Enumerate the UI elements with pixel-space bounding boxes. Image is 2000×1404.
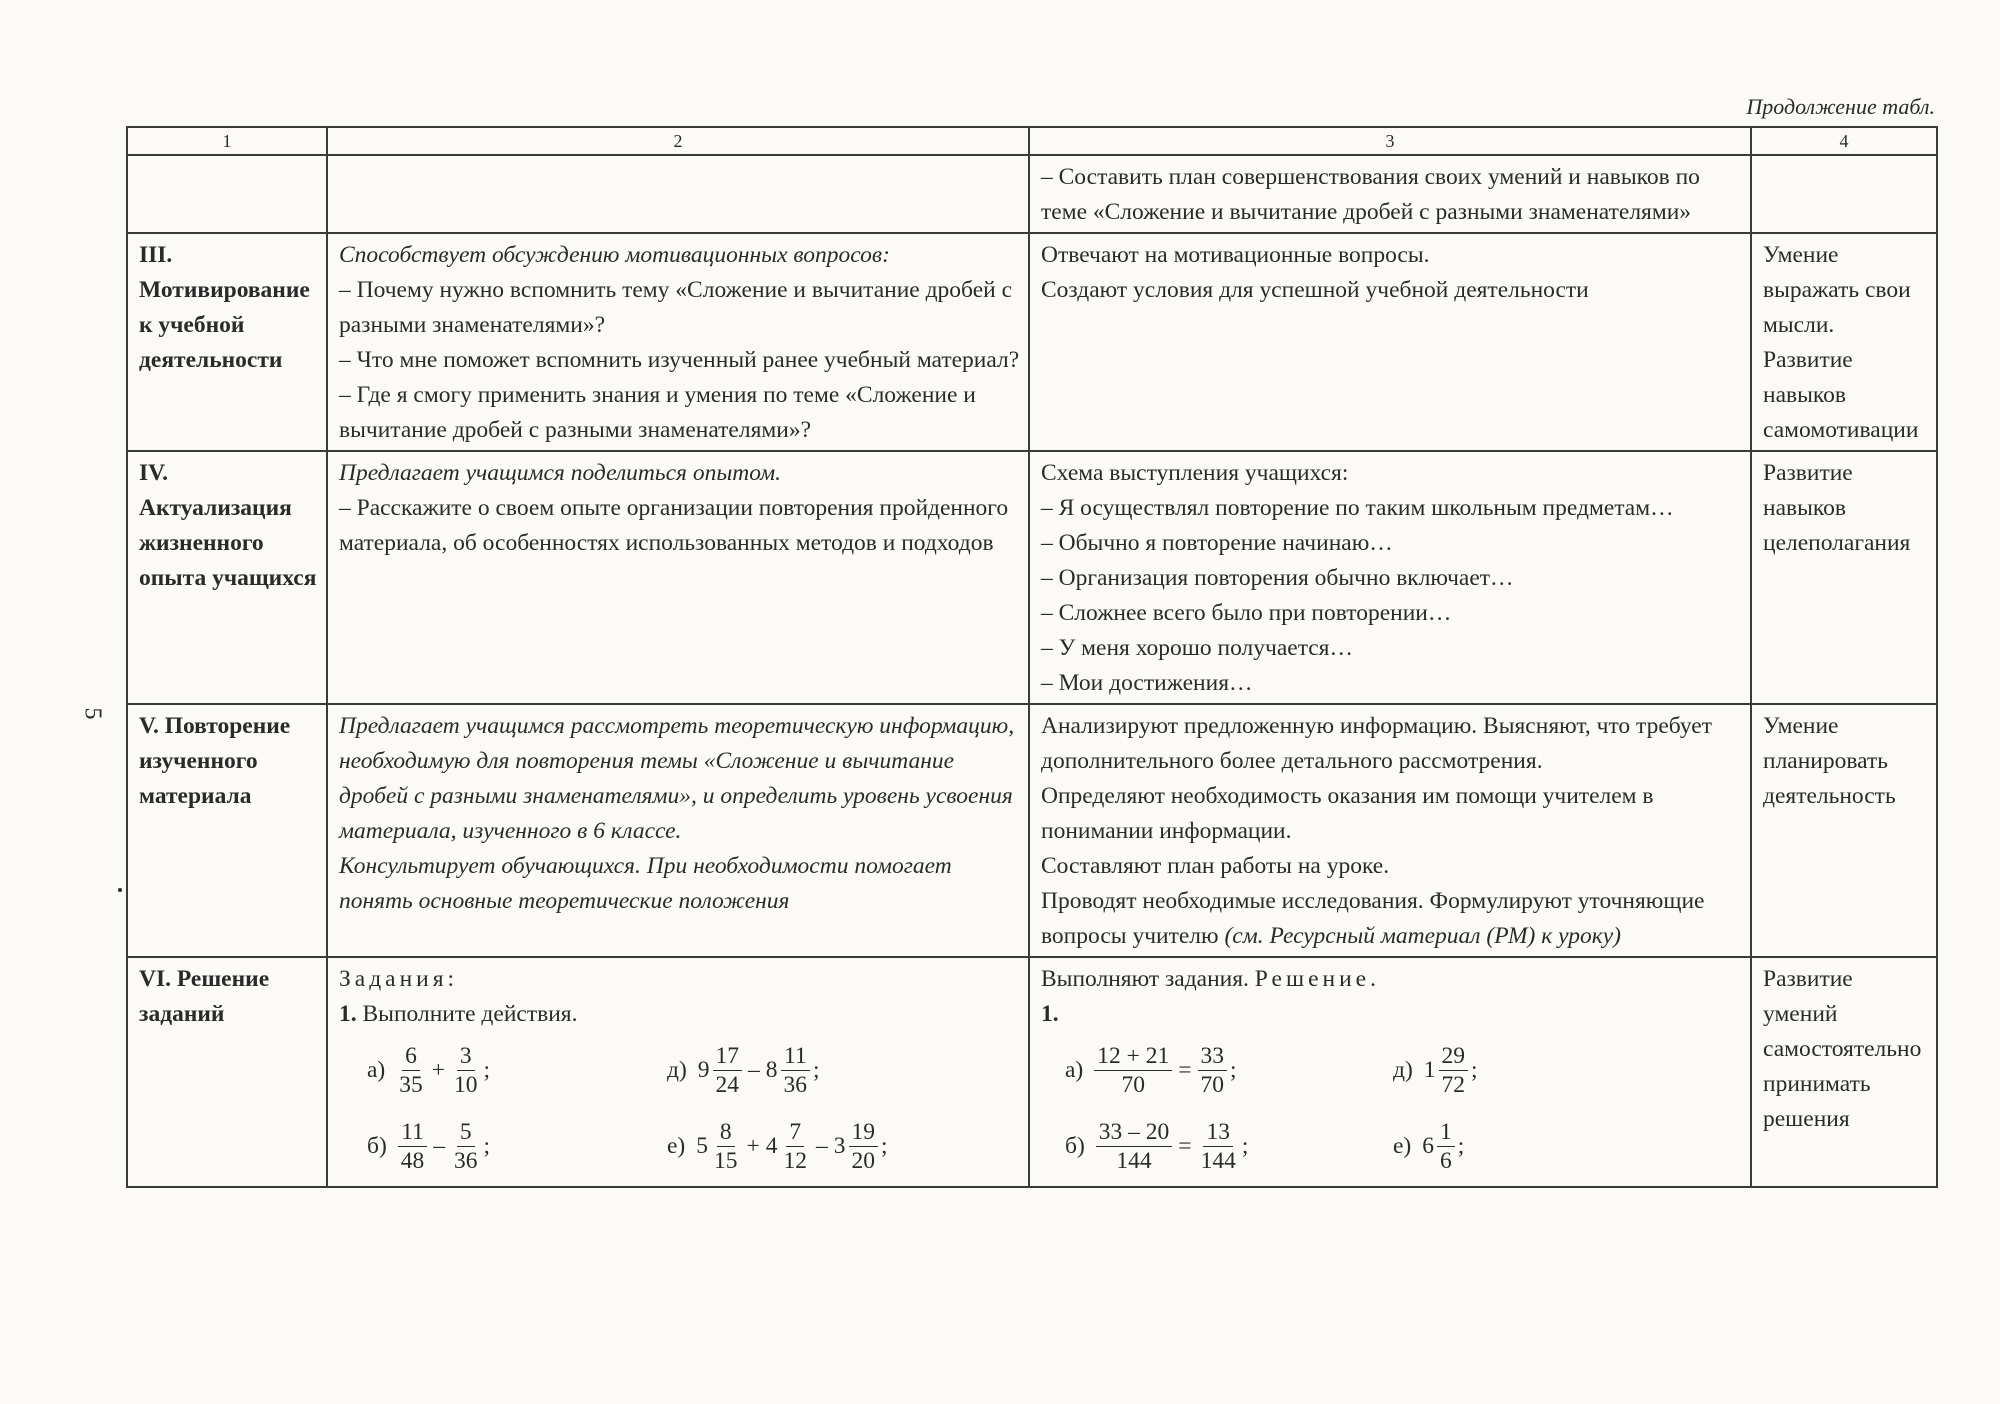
stage-cell: IV. Актуализация жизненного опыта учащихся: [127, 451, 327, 704]
operator: –: [748, 1056, 760, 1083]
table-row-review: [127, 704, 1937, 957]
item-label: б): [367, 1132, 387, 1159]
fraction: [1094, 1042, 1172, 1099]
result-cell: Развитие умений самостоятельно принимать решения: [1751, 957, 1937, 1187]
solution-a: [1065, 1042, 1373, 1099]
student-line: – У меня хорошо получается…: [1041, 635, 1353, 661]
expression-b: [367, 1118, 667, 1175]
tasks-label: Задания:: [339, 966, 459, 992]
math-row: [1041, 1108, 1742, 1184]
solution-b: [1065, 1118, 1373, 1175]
denominator: 36: [783, 1071, 808, 1098]
solve-heading: [1041, 962, 1742, 997]
fraction: [1437, 1118, 1455, 1175]
table-continuation-caption: Продолжение табл.: [1746, 94, 1935, 119]
numerator: 6: [402, 1042, 420, 1071]
table-row-tasks: [127, 957, 1937, 1187]
whole-part: 5: [696, 1132, 709, 1159]
terminator: ;: [881, 1132, 888, 1159]
denominator: 36: [454, 1147, 478, 1174]
stage-cell: [127, 155, 327, 233]
item-label: д): [667, 1056, 687, 1083]
numerator: 19: [849, 1118, 879, 1147]
student-cell: [1029, 451, 1751, 704]
whole-part: 1: [1423, 1056, 1436, 1083]
teacher-question: – Где я смогу применить знания и умения по теме «Сложение и вычитание дробей с разными знаменателями»?: [339, 382, 976, 443]
numerator: 5: [457, 1118, 475, 1147]
denominator: 144: [1116, 1147, 1152, 1174]
whole-part: 8: [765, 1056, 778, 1083]
teacher-text: Консультирует обучающихся. При необходимости помогает понять основные теоретические положения: [339, 853, 952, 914]
numerator: 17: [713, 1042, 743, 1071]
teacher-cell: [327, 233, 1029, 451]
page-number: 5: [79, 707, 106, 720]
teacher-intro: Предлагает учащимся поделиться опытом.: [339, 460, 781, 486]
solution-e: [1393, 1118, 1464, 1175]
header-col-3: 3: [1029, 127, 1751, 155]
student-line: Схема выступления учащихся:: [1041, 460, 1349, 486]
terminator: ;: [483, 1056, 491, 1083]
denominator: 12: [783, 1147, 808, 1174]
denominator: 35: [399, 1071, 423, 1098]
operator: =: [1178, 1132, 1192, 1159]
student-line: – Организация повторения обычно включает…: [1041, 565, 1514, 591]
student-text: Анализируют предложенную информацию. Выясняют, что требует дополнительного более детального рассмотрения.: [1041, 713, 1712, 774]
solution-d: [1393, 1042, 1478, 1099]
student-cell: [1029, 957, 1751, 1187]
student-cell: [1029, 233, 1751, 451]
student-line: – Я осуществлял повторение по таким школьным предметам…: [1041, 495, 1674, 521]
resource-reference: (см. Ресурсный материал (РМ) к уроку): [1224, 923, 1621, 949]
fraction: [781, 1118, 811, 1175]
fraction: [711, 1118, 741, 1175]
fraction: [713, 1042, 743, 1099]
denominator: 70: [1200, 1071, 1225, 1098]
result-cell: Умение выражать свои мысли. Развитие навыков самомотивации: [1751, 233, 1937, 451]
table-row-motivation: [127, 233, 1937, 451]
student-line: – Сложнее всего было при повторении…: [1041, 600, 1452, 626]
denominator: 15: [714, 1147, 738, 1174]
result-cell: [1751, 155, 1937, 233]
task-heading: [339, 997, 1020, 1032]
student-line: – Мои достижения…: [1041, 670, 1253, 696]
item-label: д): [1393, 1056, 1413, 1083]
expression-d: [667, 1042, 820, 1099]
student-line: – Обычно я повторение начинаю…: [1041, 530, 1393, 556]
numerator: 8: [717, 1118, 735, 1147]
terminator: ;: [813, 1056, 820, 1083]
student-cell: [1029, 704, 1751, 957]
teacher-cell: [327, 155, 1029, 233]
denominator: 6: [1440, 1147, 1452, 1174]
student-text: – Составить план совершенствования своих умений и навыков по теме «Сложение и вычитание дробей с разными знаменателями»: [1041, 164, 1700, 225]
whole-part: 6: [1422, 1132, 1435, 1159]
student-text: [1041, 884, 1742, 954]
math-row: [1041, 1032, 1742, 1108]
lesson-table: [126, 126, 1938, 1188]
numerator: 11: [398, 1118, 427, 1147]
student-text: Определяют необходимость оказания им помощи учителем в понимании информации.: [1041, 783, 1654, 844]
teacher-intro: Способствует обсуждению мотивационных вопросов:: [339, 242, 890, 268]
teacher-text: Предлагает учащимся рассмотреть теоретическую информацию, необходимую для повторения темы «Сложение и вычитание дробей с разными знаменателями», и определить уровень усвоения материала, изученного в 6 классе.: [339, 713, 1015, 844]
fraction: [781, 1042, 811, 1099]
student-text-main: Проводят необходимые исследования. Формулируют уточняющие вопросы учителю: [1041, 888, 1705, 949]
result-cell: Умение планировать деятельность: [1751, 704, 1937, 957]
whole-part: 3: [833, 1132, 846, 1159]
stage-cell: VI. Решение заданий: [127, 957, 327, 1187]
fraction: [451, 1118, 481, 1175]
numerator: 11: [781, 1042, 810, 1071]
denominator: 10: [454, 1071, 478, 1098]
terminator: ;: [1241, 1132, 1249, 1159]
numerator: 13: [1203, 1118, 1233, 1147]
solution-number: [1041, 997, 1742, 1032]
teacher-text: – Расскажите о своем опыте организации повторения пройденного материала, об особенностях использованных методов и подходов: [339, 495, 1009, 556]
scan-dot: [118, 888, 122, 892]
terminator: ;: [483, 1132, 491, 1159]
teacher-cell: [327, 957, 1029, 1187]
numerator: 1: [1437, 1118, 1455, 1147]
stage-cell: III. Мотивирование к учебной деятельности: [127, 233, 327, 451]
terminator: ;: [1230, 1056, 1237, 1083]
denominator: 24: [715, 1071, 740, 1098]
numerator: 7: [786, 1118, 804, 1147]
teacher-question: – Почему нужно вспомнить тему «Сложение и вычитание дробей с разными знаменателями»?: [339, 277, 1013, 338]
numerator: 33: [1198, 1042, 1228, 1071]
teacher-cell: [327, 451, 1029, 704]
operator: +: [746, 1132, 760, 1159]
item-label: е): [1393, 1132, 1412, 1159]
expression-e: [667, 1118, 888, 1175]
numerator: 3: [457, 1042, 475, 1071]
operator: –: [816, 1132, 828, 1159]
task-number: 1.: [339, 1001, 357, 1027]
terminator: ;: [1471, 1056, 1478, 1083]
table-row-continuation: [127, 155, 1937, 233]
denominator: 144: [1200, 1147, 1236, 1174]
fraction: [1096, 1118, 1173, 1175]
solution-num: 1.: [1041, 1001, 1059, 1027]
fraction: [396, 1042, 426, 1099]
expression-a: [367, 1042, 667, 1099]
student-text: Отвечают на мотивационные вопросы.: [1041, 242, 1430, 268]
student-text: Составляют план работы на уроке.: [1041, 853, 1390, 879]
result-cell: Развитие навыков целеполагания: [1751, 451, 1937, 704]
denominator: 70: [1121, 1071, 1146, 1098]
numerator: 29: [1439, 1042, 1469, 1071]
fraction: [1198, 1118, 1239, 1175]
teacher-question: – Что мне поможет вспомнить изученный ранее учебный материал?: [339, 347, 1020, 373]
denominator: 48: [400, 1147, 425, 1174]
student-text: Создают условия для успешной учебной деятельности: [1041, 277, 1589, 303]
operator: +: [431, 1056, 446, 1083]
table-row-experience: [127, 451, 1937, 704]
teacher-cell: [327, 704, 1029, 957]
math-row: [339, 1108, 1020, 1184]
terminator: ;: [1457, 1132, 1465, 1159]
solve-spaced-label: Решение.: [1254, 966, 1380, 992]
fraction: [451, 1042, 481, 1099]
denominator: 72: [1441, 1071, 1466, 1098]
item-label: а): [367, 1056, 386, 1083]
task-text: Выполните действия.: [362, 1001, 578, 1027]
item-label: а): [1065, 1056, 1084, 1083]
header-col-1: 1: [127, 127, 327, 155]
item-label: е): [667, 1132, 686, 1159]
fraction: [849, 1118, 879, 1175]
header-col-2: 2: [327, 127, 1029, 155]
math-row: [339, 1032, 1020, 1108]
student-cell: [1029, 155, 1751, 233]
operator: =: [1178, 1056, 1192, 1083]
stage-cell: V. Повторение изученного материала: [127, 704, 327, 957]
numerator: 33 – 20: [1096, 1118, 1173, 1147]
numerator: 12 + 21: [1094, 1042, 1172, 1071]
whole-part: 9: [697, 1056, 710, 1083]
fraction: [1439, 1042, 1469, 1099]
table-header-row: [127, 127, 1937, 155]
fraction: [1198, 1042, 1228, 1099]
whole-part: 4: [765, 1132, 778, 1159]
denominator: 20: [851, 1147, 876, 1174]
header-col-4: 4: [1751, 127, 1937, 155]
fraction: [398, 1118, 428, 1175]
item-label: б): [1065, 1132, 1085, 1159]
operator: –: [433, 1132, 446, 1159]
solve-label: Выполняют задания.: [1041, 966, 1249, 992]
